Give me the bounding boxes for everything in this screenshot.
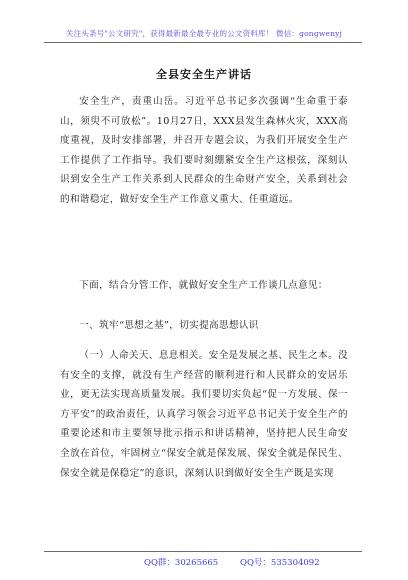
header-divider xyxy=(44,42,362,43)
header-note: 关注头条号"公文研究"，获得最新最全最专业的公文资料库！ 微信：gongwenyj xyxy=(65,29,343,38)
paragraph-transition: 下面，结合分管工作，就做好安全生产工作谈几点意见： xyxy=(79,280,328,291)
footer-divider xyxy=(44,551,362,552)
footer-qq-group: QQ群：30265665 xyxy=(144,558,219,568)
footer-qq-number: QQ号：535304092 xyxy=(240,558,320,568)
section-heading-1: 一、筑牢“思想之基”，切实提高思想认识 xyxy=(79,320,259,331)
paragraph-section-1-1: （一）人命关天、息息相关。安全是发展之基、民生之本。没有安全的支撑，就没有生产经营的顺利进行和人民群众的安居乐业，更无法实现高质量发展。我们要切实负起“促一方发展、保一方平安”的政治责任，认真学习领会习近平总书记关于安全生产的重要论述和市主要领导批示指示和讲话精神，坚持把人民生命安全放在首位，牢固树立“保安全就是保发展、保安全就是保民生、保安全就是保稳定”的意识，深刻认识到做好安全生产既是实现 xyxy=(60,350,348,479)
document-title: 全县安全生产讲话 xyxy=(156,68,252,81)
paragraph-intro: 安全生产，责重山岳。习近平总书记多次强调“生命重于泰山，须臾不可放松”。10月27日，XXX县发生森林火灾，XXX高度重视，及时安排部署，并召开专题会议，为我们开展安全生产工作提供了工作指导。我们要时刻绷紧安全生产这根弦，深刻认识到安全生产工作关系到人民群众的生命财产安全，关系到社会的和谐稳定，做好安全生产工作意义重大、任重道远。 xyxy=(60,96,348,205)
